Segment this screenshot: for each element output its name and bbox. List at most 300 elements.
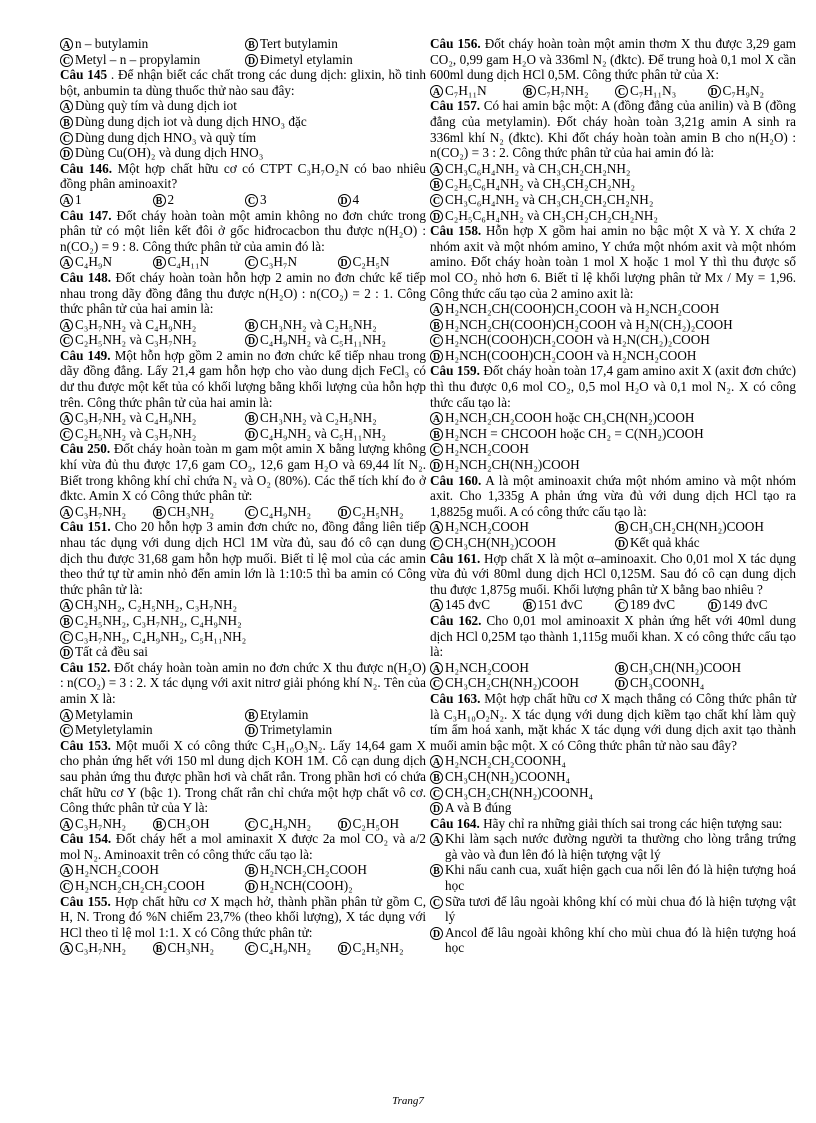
question-text: Đốt cháy hoàn toàn amin no đơn chức X thu được n(H₂O) : n(CO₂) = 3 : 2. X tác dụng với axit nitrơ giải phóng khí N₂. Tên của amin X là:	[60, 659, 426, 706]
option-text: H₂NCH₂COOH	[75, 862, 159, 878]
answer-option-c[interactable]	[60, 878, 241, 894]
option-letter-circle: B	[153, 194, 166, 207]
question-text: Hỗn hợp X gồm hai amin no bậc một X và Y. X chứa 2 nhóm axit và một nhóm amino, Y chứa một nhóm axit và một nhóm amino. Đốt cháy hoàn toàn 1 mol X hoặc 1 mol Y thì thu được số mol CO₂ nhỏ hơn 6. Biết tỉ lệ khối lượng phân tử Mx / My = 1,96. Công thức cấu tạo của 2 amino axit là:	[430, 223, 796, 301]
option-text: H₂NCH₂CH(COOH)CH₂COOH và H₂N(CH₂)₂COOH	[445, 316, 733, 332]
answer-option-b[interactable]	[153, 504, 242, 520]
answer-option-b[interactable]	[60, 114, 426, 130]
option-letter-circle: B	[523, 85, 536, 98]
answer-option-c[interactable]	[430, 332, 796, 348]
question-text: Đốt cháy hoàn toàn một amin thơm X thu được 3,29 gam CO₂, 0,99 gam H₂O và 336ml N₂ (đktc). Để trung hoà 0,1 mol X cần 600ml dung dịch HCl 0,5M. Công thức phân tử của X:	[430, 36, 797, 83]
option-letter-circle: B	[60, 615, 73, 628]
question	[60, 441, 426, 503]
answer-option-b[interactable]	[245, 36, 426, 52]
option-letter-circle: C	[430, 443, 443, 456]
option-text: 145 đvC	[445, 597, 491, 613]
option-letter-circle: A	[430, 662, 443, 675]
option-text: H₂NCH₂CH₂COONH₄	[445, 753, 566, 769]
option-text: Ancol để lâu ngoài không khí cho mùi chua đó là hiện tượng hoá học	[445, 924, 796, 956]
option-text: CH₃CH(NH₂)COONH₄	[445, 768, 571, 784]
question	[430, 816, 796, 832]
answer-options	[60, 597, 426, 659]
option-letter-circle: C	[430, 896, 443, 909]
option-text: C₂H₅N	[352, 254, 390, 270]
answer-options	[430, 301, 796, 363]
question	[60, 738, 426, 816]
answer-option-b[interactable]	[245, 707, 426, 723]
option-text: H₂NCH₂CH₂CH₂COOH	[75, 878, 205, 894]
answer-option-d[interactable]	[245, 426, 426, 442]
answer-option-d[interactable]	[245, 52, 426, 68]
question-number: Câu 158.	[430, 223, 482, 239]
option-letter-circle: C	[60, 132, 73, 145]
answer-options	[60, 317, 426, 348]
answer-option-d[interactable]	[430, 208, 796, 224]
option-letter-circle: A	[60, 818, 73, 831]
answer-option-d[interactable]	[708, 83, 797, 99]
answer-option-d[interactable]	[60, 145, 426, 161]
answer-option-d[interactable]	[430, 925, 796, 956]
question	[430, 613, 796, 660]
answer-option-c[interactable]	[430, 441, 796, 457]
option-letter-circle: D	[245, 724, 258, 737]
question	[60, 348, 426, 410]
answer-option-a[interactable]	[430, 831, 796, 862]
option-letter-circle: D	[708, 599, 721, 612]
answer-option-a[interactable]	[430, 597, 519, 613]
answer-option-a[interactable]	[430, 410, 796, 426]
option-text: Metyl – n – propylamin	[75, 51, 201, 67]
answer-option-a[interactable]	[60, 36, 241, 52]
question-number: Câu 159.	[430, 363, 480, 379]
right-column	[430, 36, 796, 956]
answer-option-c[interactable]	[430, 675, 611, 691]
answer-options	[430, 410, 796, 472]
answer-option-d[interactable]	[245, 722, 426, 738]
option-text: C₄H₉NH₂ và C₅H₁₁NH₂	[260, 425, 386, 441]
option-text: C₄H₉NH₂	[260, 503, 312, 519]
option-text: 4	[352, 191, 360, 207]
answer-options	[60, 940, 426, 956]
question	[60, 519, 426, 597]
option-text: C₃H₇N	[260, 254, 298, 270]
option-text: 189 đvC	[630, 597, 676, 613]
option-text: CH₃OH	[167, 815, 210, 831]
option-text: H₂NCH(COOH)CH₂COOH và H₂N(CH₂)₂COOH	[445, 332, 710, 348]
option-text: Kết quả khác	[630, 535, 700, 550]
question-number: Câu 151.	[60, 519, 111, 535]
question	[60, 894, 426, 941]
answer-option-b[interactable]	[153, 254, 242, 270]
option-letter-circle: B	[245, 38, 258, 51]
question-number: Câu 157.	[430, 98, 481, 114]
question-number: Câu 161.	[430, 550, 481, 566]
question-text: Một hợp chất hữu cơ có CTPT C₃H₇O₂N có bao nhiêu đồng phân aminoaxit?	[60, 160, 426, 192]
answer-option-c[interactable]	[60, 332, 241, 348]
answer-option-b[interactable]	[615, 660, 796, 676]
option-letter-circle: A	[60, 100, 73, 113]
option-letter-circle: D	[430, 210, 443, 223]
option-letter-circle: D	[708, 85, 721, 98]
answer-option-d[interactable]	[338, 254, 427, 270]
answer-option-a[interactable]	[60, 317, 241, 333]
option-letter-circle: C	[60, 880, 73, 893]
option-text: CH₃NH₂ và C₂H₅NH₂	[260, 316, 377, 332]
option-text: C₃H₇NH₂ và C₄H₉NH₂	[75, 316, 197, 332]
option-letter-circle: D	[338, 506, 351, 519]
option-text: H₂NCH₂COOH	[445, 441, 529, 457]
answer-option-c[interactable]	[430, 535, 611, 551]
option-text: C₄H₁₁N	[167, 254, 210, 270]
question	[60, 208, 426, 255]
option-text: CH₃C₆H₄NH₂ và CH₃CH₂CH₂CH₂NH₂	[445, 191, 654, 207]
option-letter-circle: B	[430, 864, 443, 877]
option-text: C₂H₅NH₂	[352, 940, 404, 956]
answer-option-c[interactable]	[245, 192, 334, 208]
answer-options	[60, 254, 426, 270]
option-letter-circle: C	[430, 677, 443, 690]
answer-option-a[interactable]	[60, 940, 149, 956]
option-letter-circle: D	[245, 334, 258, 347]
answer-option-c[interactable]	[245, 816, 334, 832]
option-letter-circle: B	[153, 506, 166, 519]
option-letter-circle: D	[338, 256, 351, 269]
question-number: Câu 155.	[60, 893, 111, 909]
answer-option-a[interactable]	[430, 519, 611, 535]
question	[430, 691, 796, 753]
page-footer: Trang7	[392, 1095, 424, 1107]
option-text: C₇H₉N₂	[722, 82, 765, 98]
answer-option-b[interactable]	[245, 317, 426, 333]
answer-option-b[interactable]	[245, 410, 426, 426]
answer-option-a[interactable]	[60, 504, 149, 520]
answer-option-d[interactable]	[338, 504, 427, 520]
option-text: Etylamin	[260, 706, 309, 722]
option-letter-circle: D	[430, 459, 443, 472]
answer-option-a[interactable]	[60, 707, 241, 723]
question-text: Đốt cháy hết a mol aminaxit X được 2a mol CO₂ và a/2 mol N₂. Aminoaxit trên có công thức cấu tạo là:	[60, 831, 427, 862]
answer-option-a[interactable]	[60, 410, 241, 426]
answer-option-b[interactable]	[153, 940, 242, 956]
option-text: C₂H₅OH	[352, 815, 400, 831]
option-letter-circle: C	[245, 194, 258, 207]
option-text: CH₃CH₂CH(NH₂)COOH	[630, 519, 764, 535]
option-text: Đimetyl etylamin	[260, 51, 353, 67]
answer-option-c[interactable]	[245, 254, 334, 270]
option-letter-circle: D	[338, 194, 351, 207]
answer-option-d[interactable]	[430, 800, 796, 816]
answer-option-d[interactable]	[708, 597, 797, 613]
option-letter-circle: C	[615, 599, 628, 612]
question	[60, 67, 426, 98]
question-text: Đốt cháy hoàn toàn một amin không no đơn chức trong phân tử có một liên kết đôi ở gốc hiđrocacbon thu được n(H₂O) : n(CO₂) = 9 : 8. Công thức phân tử của amin đó là:	[60, 207, 426, 254]
answer-options	[430, 161, 796, 223]
answer-option-c[interactable]	[245, 504, 334, 520]
answer-option-a[interactable]	[60, 597, 426, 613]
question-text: Hãy chỉ ra những giải thích sai trong các hiện tượng sau:	[483, 815, 783, 831]
answer-option-d[interactable]	[430, 457, 796, 473]
option-text: CH₃C₆H₄NH₂ và CH₃CH₂CH₂NH₂	[445, 160, 631, 176]
option-letter-circle: B	[430, 771, 443, 784]
question-text: Hợp chất hữu cơ X mạch hở, thành phần phân tử gồm C, H, N. Trong đó %N chiếm 23,7% (theo khối lượng), X tác dụng với HCl theo tỉ lệ mol 1:1. X có Công thức phân tử:	[60, 893, 427, 940]
question-text: Cho 20 hỗn hợp 3 amin đơn chức no, đồng đẳng liên tiếp nhau tác dụng với dung dịch HCl 1M vừa đủ, sau đó cô cạn dung dịch thu được 31,68 gam hỗn hợp muối. Biết tỉ lệ mol của các amin theo thứ tự từ amin nhỏ đến amin lớn là 1:10:5 thì ba amin có Công thức phân tử là:	[60, 519, 426, 597]
option-text: 3	[260, 191, 267, 207]
option-letter-circle: A	[430, 303, 443, 316]
option-text: CH₃CH₂CH(NH₂)COOH	[445, 675, 579, 691]
answer-option-b[interactable]	[615, 519, 796, 535]
answer-option-b[interactable]	[153, 816, 242, 832]
option-letter-circle: D	[245, 880, 258, 893]
answer-option-b[interactable]	[523, 597, 612, 613]
question-number: Câu 147.	[60, 207, 112, 223]
option-text: C₄H₉NH₂	[260, 815, 312, 831]
option-letter-circle: A	[60, 38, 73, 51]
question-text: Một muối X có công thức C₃H₁₀O₃N₂. Lấy 14,64 gam X cho phản ứng hết với 150 ml dung dịch KOH 1M. Cô cạn dung dịch sau phản ứng thu được phần hơi và chất rắn. Trong phần hơi có chứa chất hữu cơ Y (bậc 1). Trong chất rắn chỉ chứa một hợp chất vô cơ. Công thức phân tử của Y là:	[60, 737, 427, 816]
answer-option-c[interactable]	[615, 597, 704, 613]
option-letter-circle: D	[338, 818, 351, 831]
option-letter-circle: D	[430, 350, 443, 363]
answer-option-c[interactable]	[430, 192, 796, 208]
question-text: Đốt cháy hoàn toàn m gam một amin X bằng lượng không khí vừa đủ thu được 17,6 gam CO₂, 12,6 gam H₂O và 69,44 lít N₂. Biết trong không khí chỉ chứa N₂ và O₂ (80%). Các thể tích khí đo ở đktc. Amin X có Công thức phân tử:	[60, 441, 426, 504]
option-text: CH₃CH(NH₂)COOH	[630, 659, 742, 675]
answer-option-a[interactable]	[60, 816, 149, 832]
option-letter-circle: C	[245, 506, 258, 519]
option-text: H₂NCH₂CH(COOH)CH₂COOH và H₂NCH₂COOH	[445, 301, 720, 317]
option-letter-circle: C	[60, 54, 73, 67]
option-letter-circle: C	[245, 256, 258, 269]
answer-option-a[interactable]	[60, 254, 149, 270]
option-letter-circle: B	[153, 942, 166, 955]
answer-option-c[interactable]	[60, 722, 241, 738]
answer-options	[60, 98, 426, 160]
option-text: 149 đvC	[722, 597, 768, 613]
question-number: Câu 154.	[60, 831, 112, 847]
option-text: Metylamin	[75, 706, 133, 722]
option-letter-circle: B	[153, 256, 166, 269]
option-text: H₂NCH₂CH₂COOH hoặc CH₃CH(NH₂)COOH	[445, 410, 695, 426]
answer-option-b[interactable]	[430, 317, 796, 333]
option-letter-circle: B	[430, 319, 443, 332]
question	[430, 98, 796, 160]
option-letter-circle: A	[430, 755, 443, 768]
answer-option-b[interactable]	[430, 862, 796, 893]
answer-option-b[interactable]	[430, 426, 796, 442]
option-letter-circle: C	[60, 724, 73, 737]
option-letter-circle: B	[245, 864, 258, 877]
answer-option-c[interactable]	[245, 940, 334, 956]
question	[430, 473, 796, 520]
question-text: Đốt cháy hoàn toàn hỗn hợp 2 amin no đơn chức kế tiếp nhau trong dãy đồng đẳng thu được n(H₂O) : n(CO₂) = 2 : 1. Công thức phân tử của hai amin là:	[60, 269, 427, 317]
answer-options	[430, 660, 796, 691]
answer-option-d[interactable]	[615, 535, 796, 551]
option-letter-circle: A	[60, 256, 73, 269]
option-letter-circle: D	[245, 54, 258, 67]
option-letter-circle: D	[615, 537, 628, 550]
answer-option-d[interactable]	[338, 192, 427, 208]
answer-options	[60, 862, 426, 893]
question-number: Câu 162.	[430, 612, 482, 628]
answer-option-a[interactable]	[430, 660, 611, 676]
option-letter-circle: A	[430, 163, 443, 176]
question-text: A là một aminoaxit chứa một nhóm amino và một nhóm axit. Cho 1,335g A phản ứng vừa đủ với dung dịch HCl tạo ra 1,8825g muối. A có công thức cấu tạo là:	[430, 472, 797, 519]
question-text: . Để nhận biết các chất trong các dung dịch: glixin, hồ tinh bột, anbumin ta dùng thuốc thử nào sau đây:	[60, 67, 427, 98]
option-text: C₇H₇NH₂	[537, 82, 589, 98]
answer-option-d[interactable]	[615, 675, 796, 691]
option-letter-circle: C	[60, 428, 73, 441]
option-letter-circle: A	[60, 864, 73, 877]
option-letter-circle: B	[615, 521, 628, 534]
answer-option-a[interactable]	[60, 98, 426, 114]
option-letter-circle: D	[430, 927, 443, 940]
option-text: C₇H₁₁N₃	[630, 82, 677, 98]
option-text: n – butylamin	[75, 36, 149, 51]
option-text: C₂H₅NH₂ và C₃H₇NH₂	[75, 425, 197, 441]
option-text: Dùng dung dịch iot và dung dịch HNO₃ đặc	[75, 113, 307, 129]
option-text: Tất cả đều sai	[75, 644, 148, 660]
answer-options	[60, 707, 426, 738]
question	[430, 551, 796, 598]
answer-option-c[interactable]	[615, 83, 704, 99]
option-letter-circle: C	[430, 334, 443, 347]
option-letter-circle: A	[430, 85, 443, 98]
question-number: Câu 149.	[60, 347, 111, 363]
question-text: Cho 0,01 mol aminoaxit X phản ứng hết với 40ml dung dịch HCl 0,25M tạo thành 1,115g muối khan. X có công thức cấu tạo là:	[430, 612, 797, 660]
option-text: CH₃COONH₄	[630, 675, 705, 691]
option-text: CH₃NH₂	[167, 940, 215, 956]
answer-option-c[interactable]	[60, 52, 241, 68]
answer-options	[60, 36, 426, 67]
question-number: Câu 145	[60, 67, 108, 83]
answer-option-a[interactable]	[430, 753, 796, 769]
answer-option-c[interactable]	[430, 894, 796, 925]
option-text: C₄H₉NH₂	[260, 940, 312, 956]
answer-option-d[interactable]	[60, 644, 426, 660]
answer-option-a[interactable]	[430, 83, 519, 99]
option-text: Dùng quỳ tím và dung dịch iot	[75, 98, 237, 114]
answer-option-c[interactable]	[60, 426, 241, 442]
option-letter-circle: B	[430, 428, 443, 441]
option-letter-circle: D	[615, 677, 628, 690]
option-text: Trimetylamin	[260, 722, 333, 738]
answer-options	[430, 753, 796, 815]
option-letter-circle: B	[430, 178, 443, 191]
answer-option-d[interactable]	[430, 348, 796, 364]
question	[430, 363, 796, 410]
option-text: Dùng dung dịch HNO₃ và quỳ tím	[75, 129, 257, 145]
answer-option-b[interactable]	[430, 769, 796, 785]
option-text: C₂H₅C₆H₄NH₂ và CH₃CH₂CH₂CH₂NH₂	[445, 207, 659, 223]
answer-options	[430, 597, 796, 613]
question-text: Hợp chất X là một α–aminoaxit. Cho 0,01 mol X tác dụng vừa đủ với 80ml dung dịch HCl 0,125M. Sau đó cô cạn dung dịch thu được 1,875g muối. Khối lượng phân tử X bằng bao nhiêu ?	[430, 550, 797, 597]
option-text: Tert butylamin	[260, 36, 338, 51]
option-letter-circle: A	[60, 506, 73, 519]
answer-option-d[interactable]	[245, 878, 426, 894]
answer-option-d[interactable]	[338, 940, 427, 956]
answer-options	[60, 504, 426, 520]
option-text: CH₃CH₂CH(NH₂)COONH₄	[445, 784, 594, 800]
option-letter-circle: A	[60, 412, 73, 425]
question-number: Câu 148.	[60, 269, 111, 285]
question-number: Câu 152.	[60, 659, 111, 675]
option-text: C₃H₇NH₂	[75, 815, 127, 831]
question-number: Câu 153.	[60, 737, 111, 753]
option-letter-circle: A	[60, 194, 73, 207]
option-text: C₄H₉NH₂ và C₅H₁₁NH₂	[260, 332, 386, 348]
option-text: Sữa tươi để lâu ngoài không khí có mùi chua đó là hiện tượng vật lý	[445, 893, 796, 925]
answer-option-b[interactable]	[60, 613, 426, 629]
option-text: H₂NCH₂CH(NH₂)COOH	[445, 457, 580, 473]
option-text: Khi nấu canh cua, xuất hiện gạch cua nổi lên đó là hiện tượng hoá học	[445, 862, 796, 894]
option-letter-circle: B	[523, 599, 536, 612]
answer-option-a[interactable]	[430, 161, 796, 177]
option-text: H₂NCH₂CH₂COOH	[260, 862, 367, 878]
option-letter-circle: C	[60, 334, 73, 347]
answer-option-b[interactable]	[430, 176, 796, 192]
option-text: Metyletylamin	[75, 722, 153, 738]
option-letter-circle: A	[430, 412, 443, 425]
answer-option-b[interactable]	[153, 192, 242, 208]
option-letter-circle: D	[60, 147, 73, 160]
option-text: CH₃NH₂	[167, 503, 215, 519]
option-letter-circle: C	[430, 537, 443, 550]
option-letter-circle: A	[60, 319, 73, 332]
option-text: C₂H₅NH₂, C₃H₇NH₂, C₄H₉NH₂	[75, 612, 242, 628]
answer-option-a[interactable]	[430, 301, 796, 317]
answer-option-a[interactable]	[60, 192, 149, 208]
answer-option-c[interactable]	[60, 130, 426, 146]
option-text: CH₃NH₂, C₂H₅NH₂, C₃H₇NH₂	[75, 597, 238, 613]
answer-option-c[interactable]	[430, 785, 796, 801]
question-number: Câu 164.	[430, 815, 480, 831]
option-text: C₂H₅NH₂ và C₃H₇NH₂	[75, 332, 197, 348]
option-text: C₃H₇NH₂ và C₄H₉NH₂	[75, 410, 197, 426]
option-letter-circle: C	[430, 787, 443, 800]
option-text: C₃H₇NH₂	[75, 503, 127, 519]
option-text: C₃H₇NH₂	[75, 940, 127, 956]
answer-options	[60, 192, 426, 208]
option-letter-circle: C	[245, 818, 258, 831]
option-letter-circle: B	[245, 709, 258, 722]
option-text: 151 đvC	[537, 597, 583, 613]
option-text: A và B đúng	[445, 800, 512, 816]
answer-option-b[interactable]	[245, 862, 426, 878]
answer-option-d[interactable]	[245, 332, 426, 348]
option-letter-circle: A	[60, 942, 73, 955]
option-text: Dùng Cu(OH)₂ và dung dịch HNO₃	[75, 145, 264, 161]
question-text: Một hợp chất hữu cơ X mạch thẳng có Công thức phân tử là C₃H₁₀O₂N₂. X tác dụng với dung dịch kiềm tạo chất khí làm quỳ tím ẩm hoá xanh, mặt khác X tác dụng với dung dịch axit tạo thành muối amin bậc một. X có Công thức phân tử nào sau đây?	[430, 690, 797, 753]
option-letter-circle: C	[430, 194, 443, 207]
option-letter-circle: C	[245, 942, 258, 955]
option-letter-circle: B	[615, 662, 628, 675]
option-letter-circle: A	[430, 599, 443, 612]
question-text: Có hai amin bậc một: A (đồng đẳng của anilin) và B (đồng đẳng của metylamin). Đốt cháy hoàn toàn 3,21g amin A sinh ra 336ml khí N₂ (đktc). Khi đốt cháy hoàn toàn amin B cho n(H₂O) : n(CO₂) = 3 : 2. Công thức phân tử của hai amin đó là:	[430, 98, 797, 161]
option-letter-circle: A	[430, 521, 443, 534]
option-text: CH₃CH(NH₂)COOH	[445, 535, 557, 550]
answer-option-c[interactable]	[60, 629, 426, 645]
question	[60, 270, 426, 317]
option-text: H₂NCH₂COOH	[445, 659, 529, 675]
question	[430, 223, 796, 301]
option-letter-circle: D	[338, 942, 351, 955]
answer-option-a[interactable]	[60, 862, 241, 878]
question-number: Câu 156.	[430, 36, 481, 51]
option-text: 1	[75, 191, 82, 207]
answer-option-d[interactable]	[338, 816, 427, 832]
question	[430, 36, 796, 83]
option-letter-circle: A	[60, 599, 73, 612]
question	[60, 660, 426, 707]
answer-option-b[interactable]	[523, 83, 612, 99]
option-letter-circle: A	[60, 709, 73, 722]
